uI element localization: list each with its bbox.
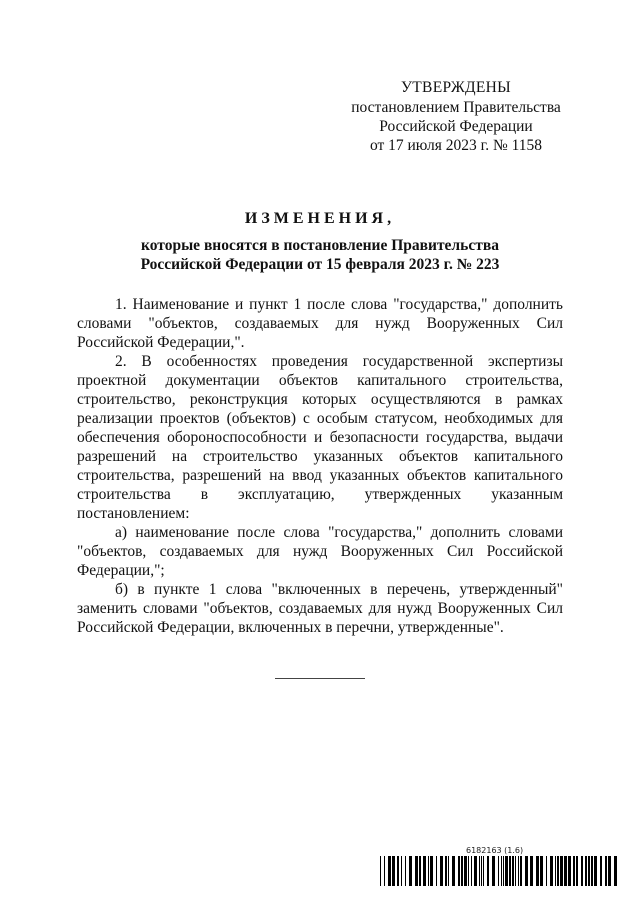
approval-heading: УТВЕРЖДЕНЫ bbox=[401, 79, 511, 96]
paragraph-2: 2. В особенностях проведения государственной экспертизы проектной документации объектов капитального строительства, строительство, реконструкция которых осуществляются в рамках реализации проектов (объектов) с особым статусом, необходимых для обеспечения обороноспособности и безопасности государства, выдачи разрешений на строительство указанных объектов капитального строительства, разрешений на ввод указанных объектов капитального строительства в эксплуатацию, утвержденных указанным постановлением: bbox=[77, 353, 563, 522]
approval-line-1: постановлением Правительства bbox=[351, 99, 561, 116]
closing-rule bbox=[275, 678, 365, 679]
paragraph-1: 1. Наименование и пункт 1 после слова "государства," дополнить словами "объектов, создаваемых для нужд Вооруженных Сил Российской Федерации,". bbox=[77, 296, 563, 351]
paragraph-2a: а) наименование после слова "государства," дополнить словами "объектов, создаваемых для нужд Вооруженных Сил Российской Федерации,"; bbox=[77, 524, 563, 579]
barcode-caption: 6182163 (1.6) bbox=[466, 846, 524, 855]
approval-line-3: от 17 июля 2023 г. № 1158 bbox=[369, 137, 543, 154]
approval-stamp bbox=[350, 78, 562, 155]
approval-line-2: Российской Федерации bbox=[379, 118, 533, 135]
document-body bbox=[77, 295, 563, 637]
document-title: ИЗМЕНЕНИЯ, bbox=[244, 210, 396, 227]
document-subtitle bbox=[0, 236, 640, 274]
subtitle-line-1: которые вносятся в постановление Правительства bbox=[141, 237, 499, 254]
paragraph-2b: б) в пункте 1 слова "включенных в перечень, утвержденный" заменить словами "объектов, создаваемых для нужд Вооруженных Сил Российской Федерации, включенных в перечни, утвержденные". bbox=[77, 581, 563, 636]
barcode-icon bbox=[380, 856, 618, 886]
document-barcode bbox=[380, 846, 618, 886]
subtitle-line-2: Российской Федерации от 15 февраля 2023 г. № 223 bbox=[140, 256, 500, 273]
